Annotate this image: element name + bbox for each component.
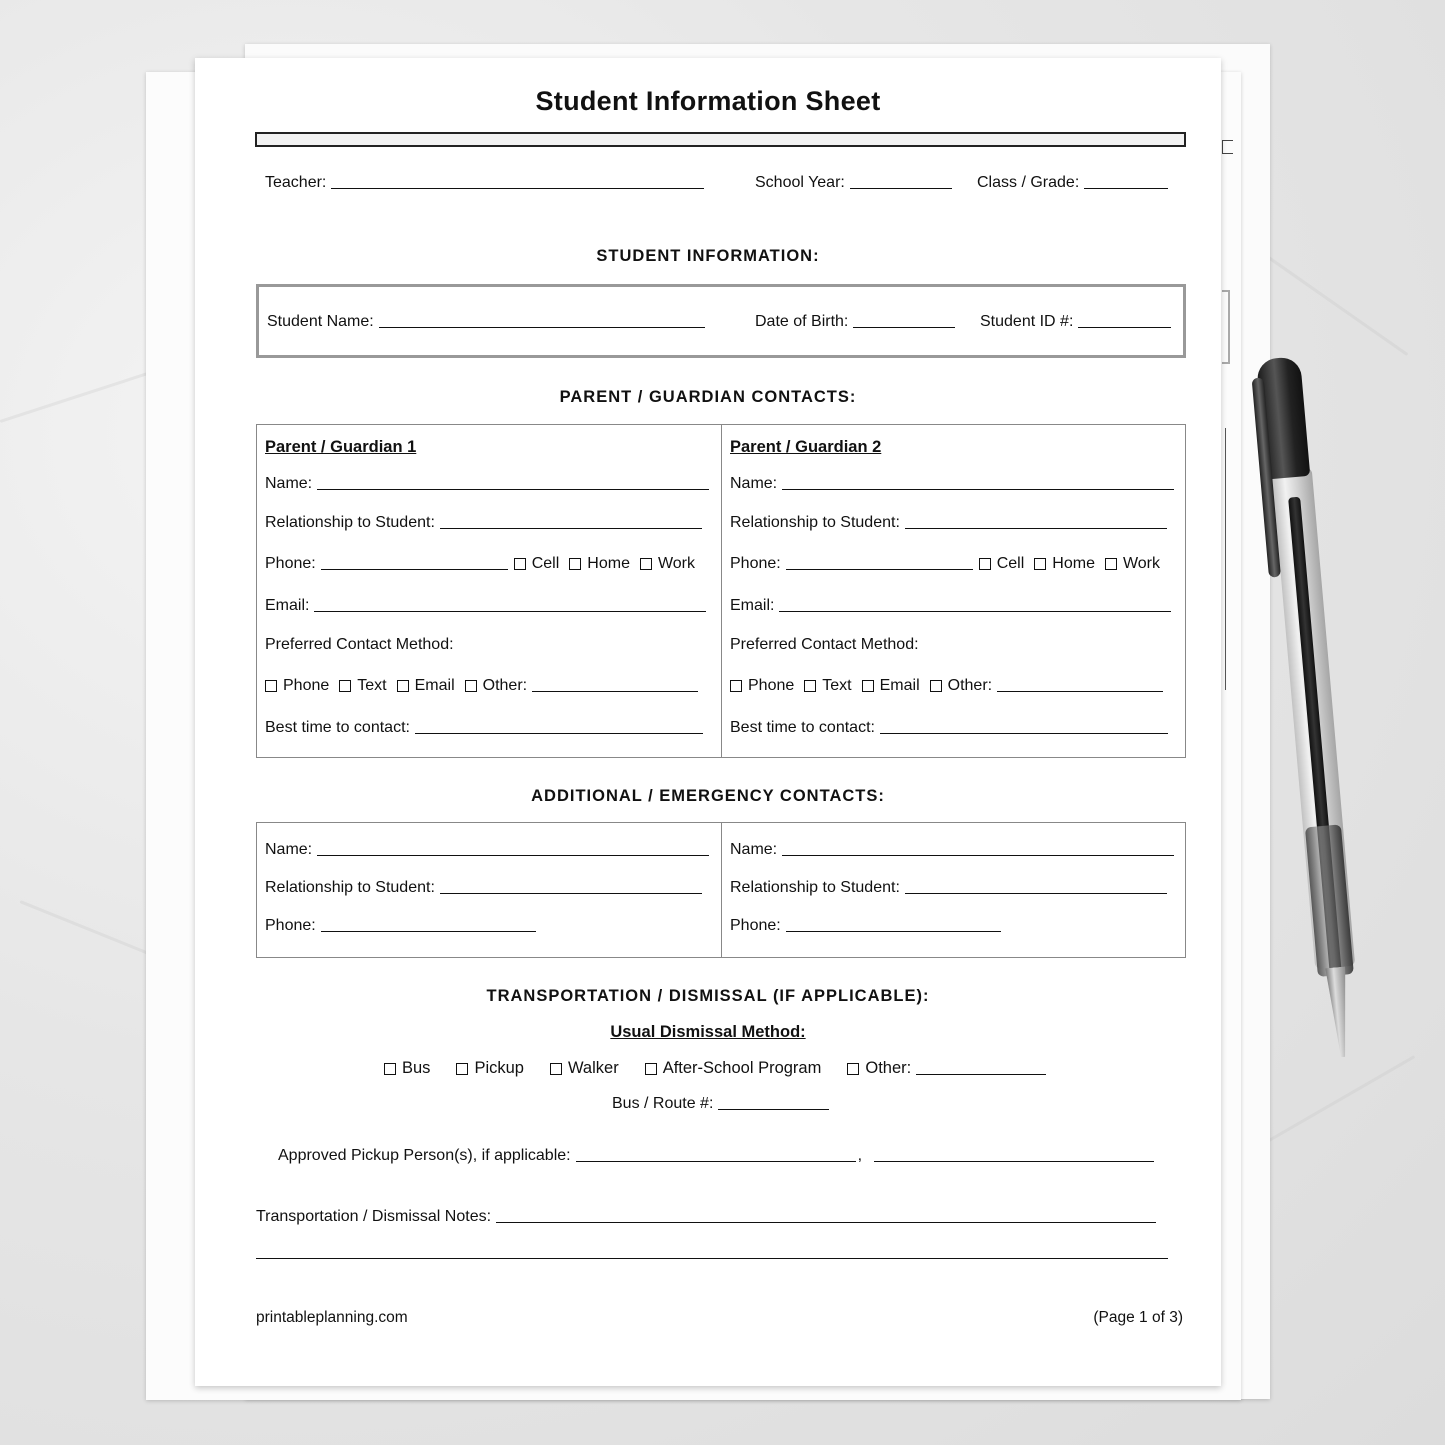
back-sheet-mark <box>1222 140 1233 154</box>
pickup-person-2-field[interactable] <box>874 1161 1154 1162</box>
option-label: Home <box>587 555 630 572</box>
checkbox[interactable] <box>550 1063 562 1075</box>
parent-contacts-box <box>256 424 1186 758</box>
school-year-row <box>755 174 952 192</box>
checkbox[interactable] <box>569 558 581 570</box>
bus-route-label: Bus / Route #: <box>612 1095 714 1112</box>
transport-notes-label: Transportation / Dismissal Notes: <box>256 1208 492 1225</box>
option-label: Walker <box>567 1059 619 1077</box>
footer-site: printableplanning.com <box>256 1309 408 1326</box>
phone-label: Phone: <box>265 555 316 572</box>
option-other[interactable] <box>847 1059 911 1078</box>
checkbox[interactable] <box>339 680 351 692</box>
parent-2-preferred-row <box>730 636 919 654</box>
emergency-2-name-field[interactable] <box>782 855 1174 856</box>
parent-2-email-field[interactable] <box>779 611 1171 612</box>
parent-1-phone-field[interactable] <box>321 569 508 570</box>
emergency-1-phone-row <box>265 917 536 935</box>
page-title: Student Information Sheet <box>535 86 881 116</box>
relationship-label: Relationship to Student: <box>730 514 900 531</box>
option-label: After-School Program <box>662 1059 822 1077</box>
option-label: Email <box>879 677 920 694</box>
option-label: Bus <box>402 1059 431 1077</box>
relationship-label: Relationship to Student: <box>265 879 435 896</box>
option-label: Text <box>822 677 852 694</box>
phone-label: Phone: <box>730 555 781 572</box>
transport-notes-field-2[interactable] <box>256 1258 1168 1259</box>
pickup-persons-row <box>278 1147 1154 1165</box>
parent-2-phone-row <box>730 555 1170 573</box>
parent-1-title: Parent / Guardian 1 <box>265 438 417 456</box>
parent-1-name-field[interactable] <box>317 489 709 490</box>
pen-grip <box>1305 824 1354 977</box>
parent-1-email-field[interactable] <box>314 611 706 612</box>
parent-2-relationship-row <box>730 514 1167 532</box>
option-other[interactable] <box>465 677 527 695</box>
pickup-persons-label: Approved Pickup Person(s), if applicable: <box>278 1147 571 1164</box>
relationship-label: Relationship to Student: <box>265 514 435 531</box>
option-text[interactable] <box>804 677 851 695</box>
bus-route-row <box>612 1095 829 1113</box>
dob-row <box>755 313 955 331</box>
pen-image <box>1256 355 1380 1097</box>
parent-1-best-time-row <box>265 719 703 737</box>
transport-notes-field[interactable] <box>496 1222 1156 1223</box>
school-year-label: School Year: <box>755 174 845 191</box>
title-bar <box>255 132 1186 147</box>
back-sheet-mark <box>1222 290 1230 364</box>
parent-2-best-time-row <box>730 719 1168 737</box>
emergency-2-name-row <box>730 841 1174 859</box>
option-label: Pickup <box>474 1059 524 1077</box>
option-work[interactable] <box>640 555 695 573</box>
dismissal-method-heading: Usual Dismissal Method: <box>610 1023 806 1041</box>
pen-tip <box>1325 967 1353 1058</box>
pickup-separator: , <box>857 1147 863 1164</box>
option-email[interactable] <box>397 677 455 695</box>
option-phone[interactable] <box>265 677 329 695</box>
student-id-row <box>980 313 1171 331</box>
checkbox[interactable] <box>862 680 874 692</box>
dob-field[interactable] <box>853 327 955 328</box>
option-label: Email <box>414 677 455 694</box>
checkbox[interactable] <box>514 558 526 570</box>
dismissal-options-row <box>384 1059 1046 1078</box>
option-home[interactable] <box>569 555 630 573</box>
parent-2-other-field[interactable] <box>997 691 1163 692</box>
parent-2-name-row <box>730 475 1174 493</box>
student-info-heading: STUDENT INFORMATION: <box>596 247 820 265</box>
parent-1-preferred-options <box>265 677 698 695</box>
name-label: Name: <box>265 475 313 492</box>
student-info-box <box>256 284 1186 358</box>
relationship-label: Relationship to Student: <box>730 879 900 896</box>
option-cell[interactable] <box>979 555 1025 573</box>
parent-2-best-time-field[interactable] <box>880 733 1168 734</box>
preferred-contact-label: Preferred Contact Method: <box>265 636 454 653</box>
student-name-row <box>267 313 705 331</box>
name-label: Name: <box>265 841 313 858</box>
parent-2-email-row <box>730 597 1171 615</box>
form-sheet <box>195 58 1221 1386</box>
parent-1-phone-row <box>265 555 705 573</box>
class-grade-row <box>977 174 1168 192</box>
option-home[interactable] <box>1034 555 1095 573</box>
option-bus[interactable] <box>384 1059 430 1078</box>
option-label: Phone <box>748 677 795 694</box>
teacher-label: Teacher: <box>265 174 327 191</box>
option-label: Work <box>657 555 696 572</box>
parent-2-name-field[interactable] <box>782 489 1174 490</box>
parent-2-preferred-options <box>730 677 1163 695</box>
transport-notes-row <box>256 1208 1156 1226</box>
checkbox[interactable] <box>465 680 477 692</box>
class-grade-field[interactable] <box>1084 188 1168 189</box>
option-after-school[interactable] <box>645 1059 822 1078</box>
checkbox[interactable] <box>930 680 942 692</box>
parent-1-relationship-field[interactable] <box>440 528 702 529</box>
option-label: Other: <box>482 677 528 694</box>
back-sheet-mark <box>1222 428 1226 690</box>
checkbox[interactable] <box>847 1063 859 1075</box>
teacher-field[interactable] <box>331 188 704 189</box>
phone-label: Phone: <box>265 917 316 934</box>
name-label: Name: <box>730 475 778 492</box>
option-label: Cell <box>531 555 560 572</box>
bus-route-field[interactable] <box>718 1109 829 1110</box>
column-divider <box>721 425 722 757</box>
transport-heading: TRANSPORTATION / DISMISSAL (IF APPLICABLE): <box>486 987 930 1005</box>
option-phone[interactable] <box>730 677 794 695</box>
option-label: Text <box>357 677 387 694</box>
emergency-2-relationship-row <box>730 879 1167 897</box>
checkbox[interactable] <box>384 1063 396 1075</box>
option-label: Phone <box>283 677 330 694</box>
emergency-1-relationship-row <box>265 879 702 897</box>
phone-label: Phone: <box>730 917 781 934</box>
student-name-field[interactable] <box>379 327 705 328</box>
checkbox[interactable] <box>456 1063 468 1075</box>
option-work[interactable] <box>1105 555 1160 573</box>
emergency-contacts-box <box>256 822 1186 958</box>
parent-1-name-row <box>265 475 709 493</box>
checkbox[interactable] <box>979 558 991 570</box>
checkbox[interactable] <box>1034 558 1046 570</box>
column-divider <box>721 823 722 957</box>
checkbox[interactable] <box>730 680 742 692</box>
option-other[interactable] <box>930 677 992 695</box>
emergency-contacts-heading: ADDITIONAL / EMERGENCY CONTACTS: <box>531 787 885 805</box>
emergency-2-phone-field[interactable] <box>786 931 1001 932</box>
option-label: Home <box>1052 555 1095 572</box>
student-name-label: Student Name: <box>267 313 374 330</box>
emergency-2-relationship-field[interactable] <box>905 893 1167 894</box>
footer-page-number: (Page 1 of 3) <box>1093 1309 1183 1326</box>
parent-2-phone-field[interactable] <box>786 569 973 570</box>
best-time-label: Best time to contact: <box>730 719 875 736</box>
class-grade-label: Class / Grade: <box>977 174 1080 191</box>
email-label: Email: <box>730 597 775 614</box>
name-label: Name: <box>730 841 778 858</box>
option-label: Other: <box>947 677 993 694</box>
dob-label: Date of Birth: <box>755 313 849 330</box>
parent-2-title: Parent / Guardian 2 <box>730 438 882 456</box>
school-year-field[interactable] <box>850 188 952 189</box>
option-label: Cell <box>996 555 1025 572</box>
parent-1-relationship-row <box>265 514 702 532</box>
emergency-1-relationship-field[interactable] <box>440 893 702 894</box>
option-email[interactable] <box>862 677 920 695</box>
checkbox[interactable] <box>265 680 277 692</box>
pickup-person-1-field[interactable] <box>576 1161 856 1162</box>
emergency-1-name-row <box>265 841 709 859</box>
option-walker[interactable] <box>550 1059 619 1078</box>
option-text[interactable] <box>339 677 386 695</box>
teacher-row <box>265 174 704 192</box>
option-pickup[interactable] <box>456 1059 524 1078</box>
emergency-2-phone-row <box>730 917 1001 935</box>
parent-2-relationship-field[interactable] <box>905 528 1167 529</box>
checkbox[interactable] <box>1105 558 1117 570</box>
parent-contacts-heading: PARENT / GUARDIAN CONTACTS: <box>559 388 857 406</box>
student-id-label: Student ID #: <box>980 313 1074 330</box>
checkbox[interactable] <box>640 558 652 570</box>
dismissal-other-field[interactable] <box>916 1074 1046 1075</box>
email-label: Email: <box>265 597 310 614</box>
checkbox[interactable] <box>804 680 816 692</box>
parent-1-preferred-row <box>265 636 454 654</box>
emergency-1-name-field[interactable] <box>317 855 709 856</box>
parent-1-other-field[interactable] <box>532 691 698 692</box>
student-id-field[interactable] <box>1078 327 1171 328</box>
parent-1-email-row <box>265 597 706 615</box>
checkbox[interactable] <box>645 1063 657 1075</box>
best-time-label: Best time to contact: <box>265 719 410 736</box>
transport-notes-extra-row <box>256 1258 1168 1262</box>
emergency-1-phone-field[interactable] <box>321 931 536 932</box>
option-label: Work <box>1122 555 1161 572</box>
option-cell[interactable] <box>514 555 560 573</box>
checkbox[interactable] <box>397 680 409 692</box>
parent-1-best-time-field[interactable] <box>415 733 703 734</box>
option-label: Other: <box>865 1059 912 1077</box>
preferred-contact-label: Preferred Contact Method: <box>730 636 919 653</box>
